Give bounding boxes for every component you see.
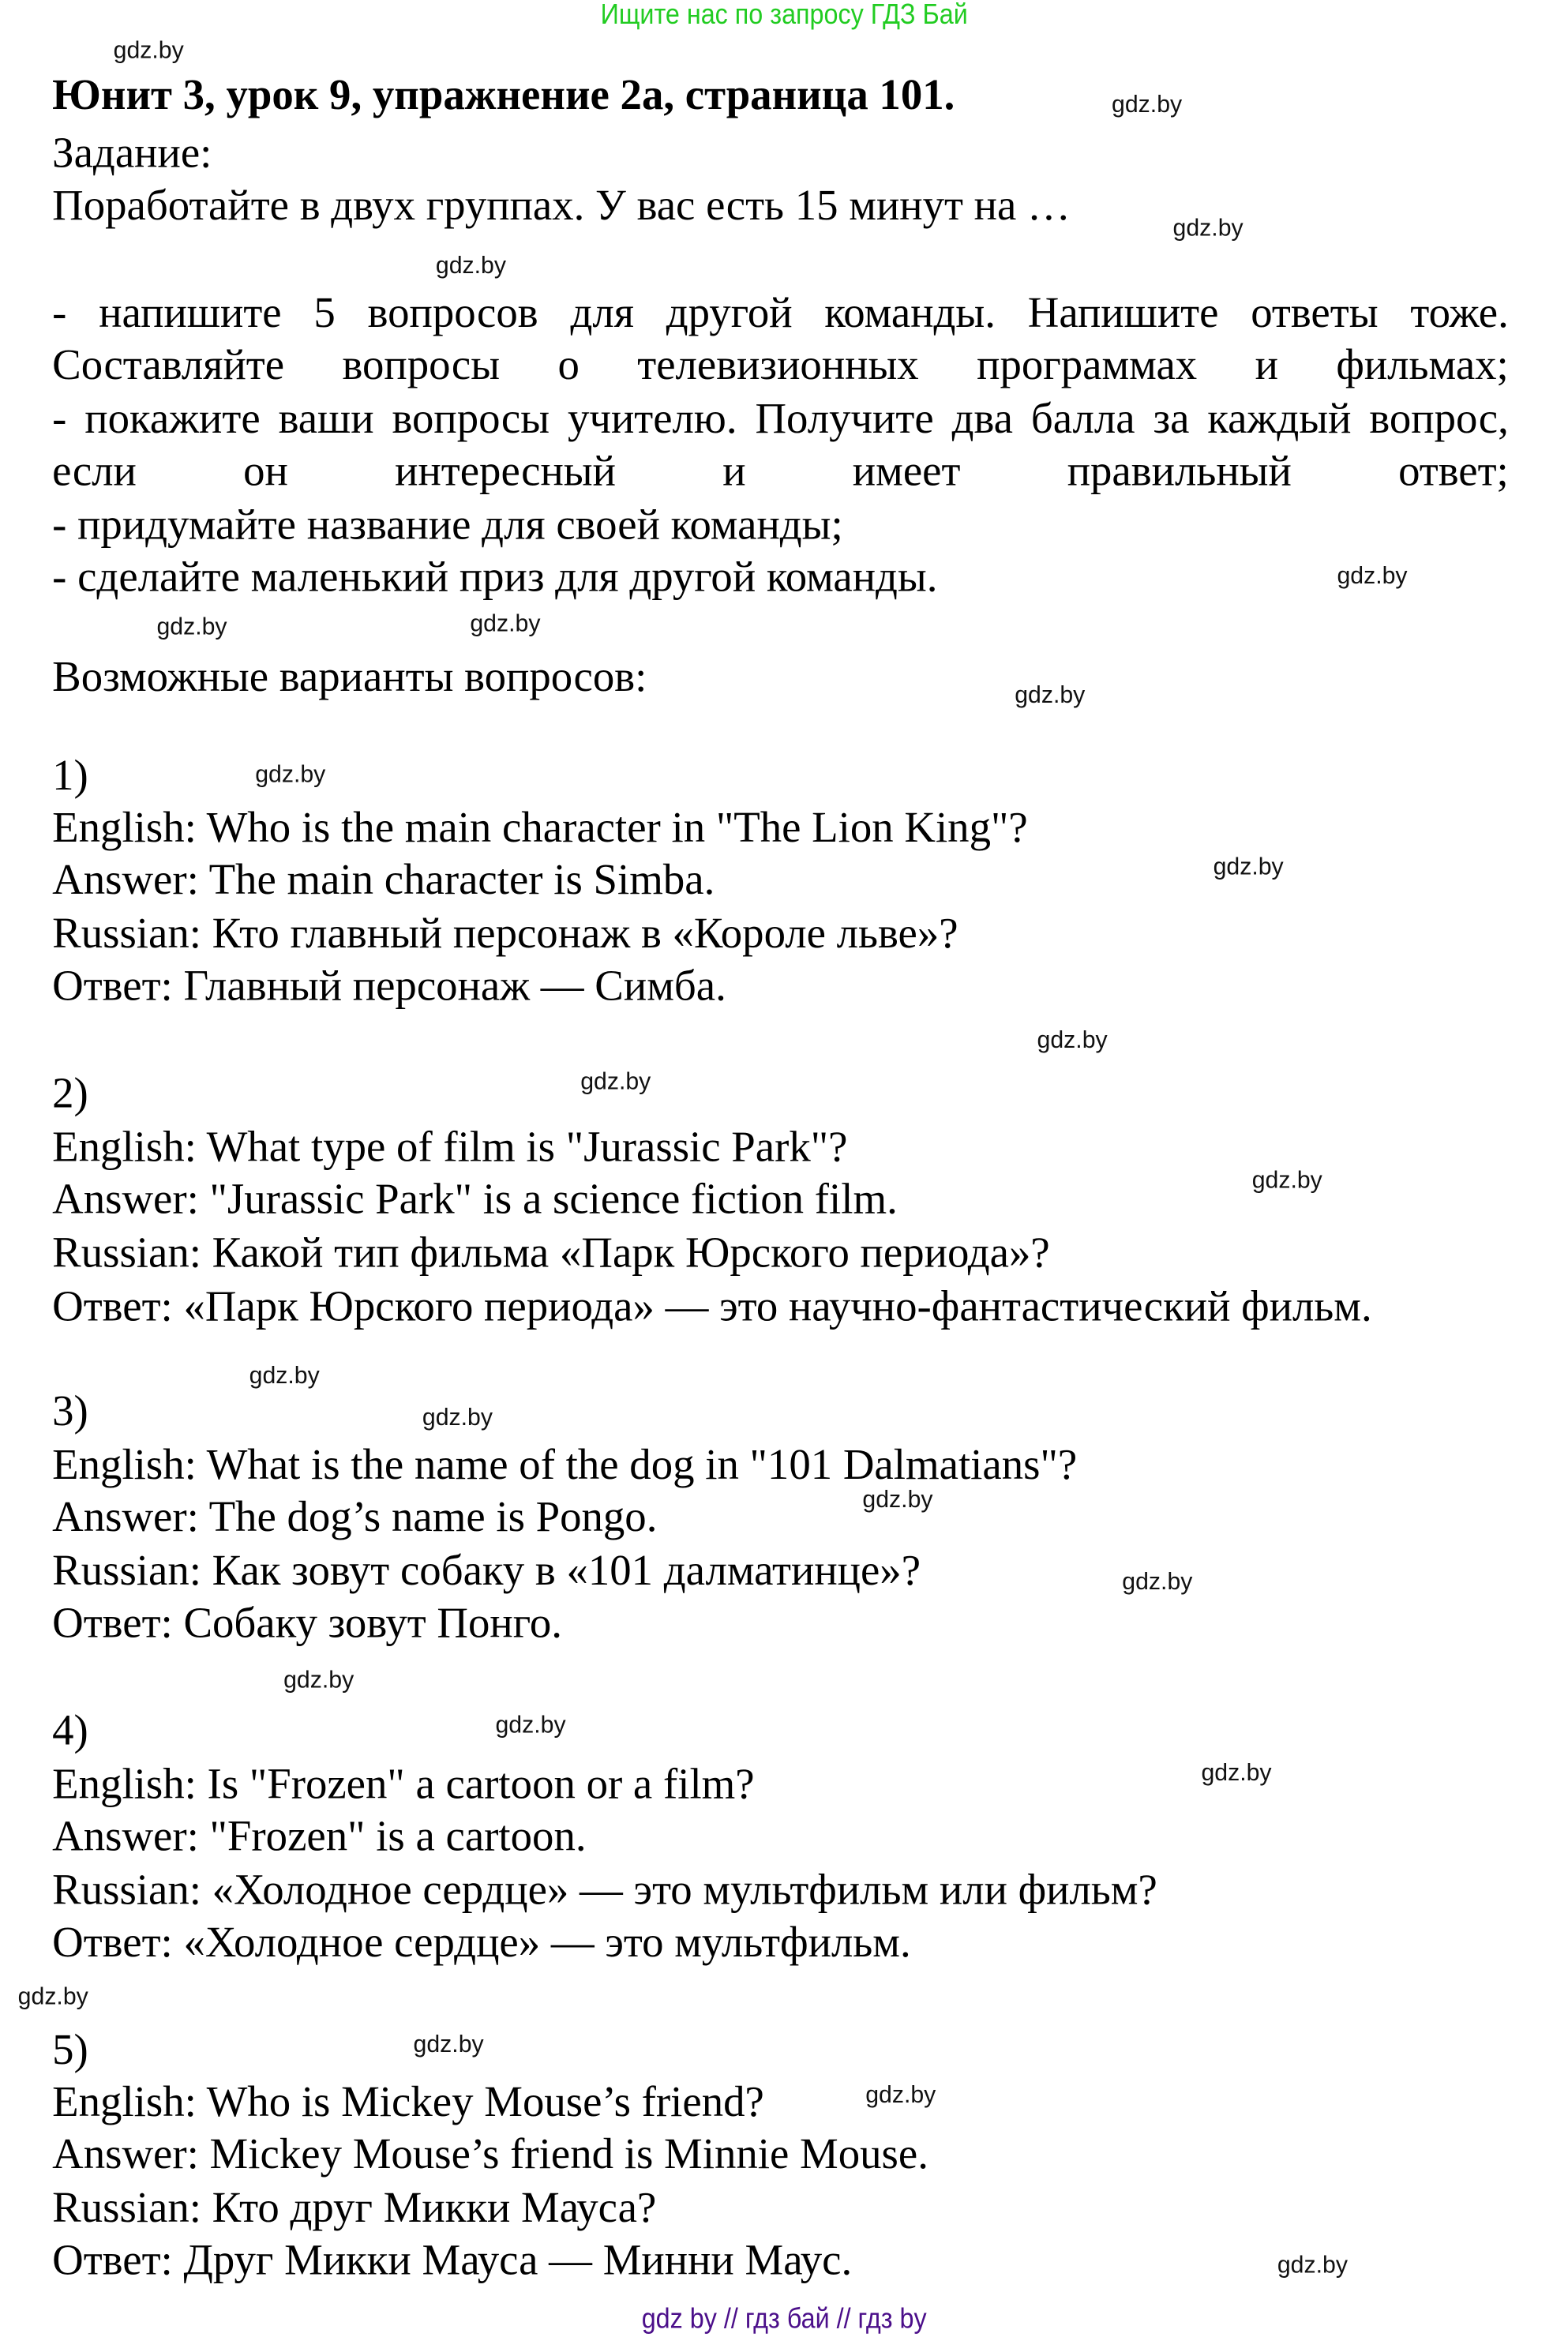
question-otvet: Ответ: «Холодное сердце» — это мультфильм. <box>52 1919 911 1968</box>
watermark: gdz.by <box>1037 1028 1108 1054</box>
watermark: gdz.by <box>495 1712 566 1739</box>
question-otvet: Ответ: Главный персонаж — Симба. <box>52 962 726 1011</box>
task-line: - покажите ваши вопросы учителю. Получите два балла за каждый вопрос, <box>52 395 1509 444</box>
question-answer: Answer: "Frozen" is a cartoon. <box>52 1813 587 1861</box>
task-line: - придумайте название для своей команды; <box>52 501 843 550</box>
watermark: gdz.by <box>580 1070 651 1096</box>
task-line: - сделайте маленький приз для другой команды. <box>52 553 938 602</box>
task-label: Задание: <box>52 129 212 178</box>
question-russian: Russian: Как зовут собаку в «101 далматинце»? <box>52 1547 921 1596</box>
watermark: gdz.by <box>413 2032 484 2058</box>
watermark: gdz.by <box>249 1364 320 1390</box>
header-banner[interactable]: Ищите нас по запросу ГДЗ Бай <box>600 0 968 32</box>
footer-links[interactable]: gdz by // гдз бай // гдз by <box>641 2304 927 2335</box>
question-answer: Answer: "Jurassic Park" is a science fiction film. <box>52 1176 898 1224</box>
task-line: - напишите 5 вопросов для другой команды. Напишите ответы тоже. <box>52 289 1509 338</box>
watermark: gdz.by <box>255 762 326 788</box>
question-number: 3) <box>52 1387 88 1436</box>
watermark: gdz.by <box>17 1984 88 2010</box>
watermark: gdz.by <box>422 1405 493 1431</box>
task-line: если он интересный и имеет правильный ответ; <box>52 448 1509 496</box>
page-title: Юнит 3, урок 9, упражнение 2а, страница 101. <box>52 71 955 120</box>
watermark: gdz.by <box>862 1487 933 1514</box>
watermark: gdz.by <box>1112 92 1183 118</box>
question-number: 1) <box>52 752 88 801</box>
question-english: English: What is the name of the dog in "101 Dalmatians"? <box>52 1441 1078 1490</box>
question-otvet: Ответ: Друг Микки Мауса — Минни Маус. <box>52 2237 853 2285</box>
question-answer: Answer: The main character is Simba. <box>52 856 715 905</box>
watermark: gdz.by <box>1337 564 1408 590</box>
question-english: English: Who is Mickey Mouse’s friend? <box>52 2078 764 2127</box>
watermark: gdz.by <box>1213 854 1284 881</box>
watermark: gdz.by <box>1172 216 1244 242</box>
question-answer: Answer: The dog’s name is Pongo. <box>52 1493 658 1542</box>
question-otvet: Ответ: «Парк Юрского периода» — это научно-фантастический фильм. <box>52 1283 1372 1331</box>
question-number: 5) <box>52 2026 88 2075</box>
question-number: 4) <box>52 1707 88 1755</box>
watermark: gdz.by <box>113 39 184 65</box>
watermark: gdz.by <box>1122 1570 1193 1596</box>
question-russian: Russian: «Холодное сердце» — это мультфильм или фильм? <box>52 1866 1157 1915</box>
question-number: 2) <box>52 1070 88 1118</box>
watermark: gdz.by <box>1277 2253 1348 2279</box>
question-russian: Russian: Какой тип фильма «Парк Юрского периода»? <box>52 1229 1050 1277</box>
watermark: gdz.by <box>1251 1168 1322 1194</box>
watermark: gdz.by <box>283 1668 354 1694</box>
question-russian: Russian: Кто друг Микки Мауса? <box>52 2184 657 2233</box>
question-answer: Answer: Mickey Mouse’s friend is Minnie Mouse. <box>52 2130 928 2179</box>
watermark: gdz.by <box>1201 1761 1272 1787</box>
question-english: English: What type of film is "Jurassic Park"? <box>52 1123 848 1172</box>
watermark: gdz.by <box>156 614 227 640</box>
question-otvet: Ответ: Собаку зовут Понго. <box>52 1600 562 1648</box>
variants-label: Возможные варианты вопросов: <box>52 653 647 702</box>
watermark: gdz.by <box>1015 683 1086 709</box>
task-intro: Поработайте в двух группах. У вас есть 15 минут на … <box>52 182 1071 231</box>
watermark: gdz.by <box>435 253 506 279</box>
task-line: Составляйте вопросы о телевизионных программах и фильмах; <box>52 341 1509 390</box>
watermark: gdz.by <box>865 2083 936 2109</box>
question-english: English: Who is the main character in "The Lion King"? <box>52 804 1028 853</box>
watermark: gdz.by <box>470 611 541 638</box>
question-russian: Russian: Кто главный персонаж в «Короле льве»? <box>52 910 958 958</box>
question-english: English: Is "Frozen" a cartoon or a film? <box>52 1761 755 1809</box>
